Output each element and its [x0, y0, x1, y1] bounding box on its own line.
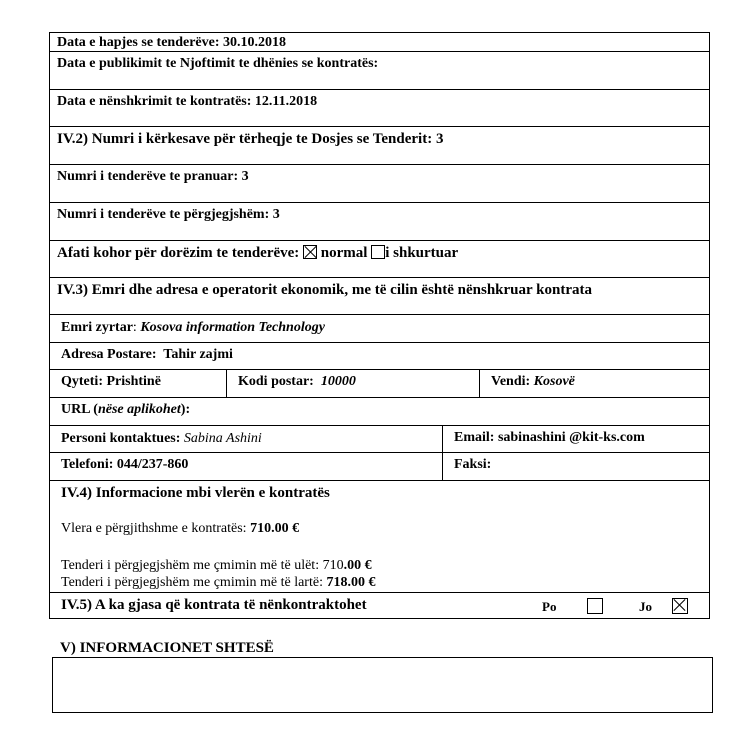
signing-date-row: [50, 89, 709, 126]
postal-code-cell: [226, 370, 479, 397]
postal-code-value: 10000: [320, 374, 356, 389]
operator-heading: IV.3) Emri dhe adresa e operatorit ekonomik, me të cilin është nënshkruar kontrata: [57, 282, 592, 298]
subcontract-yes-checkbox[interactable]: [587, 598, 603, 614]
total-value: [61, 521, 299, 537]
contract-value-section: [50, 480, 709, 592]
postal-address-label: Adresa Postare:: [61, 347, 157, 362]
official-name-label: Emri zyrtar: [61, 320, 133, 335]
deadline-normal-label: normal: [320, 245, 368, 261]
fax: Faksi:: [454, 457, 492, 472]
city-cell: [50, 370, 226, 397]
publication-date: Data e publikimit te Njoftimit te dhënies se kontratës:: [57, 56, 379, 71]
contact-person-cell: [50, 426, 442, 452]
signing-date: Data e nënshkrimit te kontratës: 12.11.2018: [57, 94, 318, 109]
responsive-tenders-row: [50, 202, 709, 240]
deadline-short-checkbox[interactable]: [371, 245, 385, 259]
city: Qyteti: Prishtinë: [61, 374, 161, 389]
deadline-label: Afati kohor për dorëzim te tenderëve:: [57, 245, 300, 261]
received-tenders-row: [50, 164, 709, 202]
highest-price-amount: 718.00 €: [326, 575, 376, 590]
operator-heading-row: [50, 277, 709, 314]
opening-date-row: [50, 33, 709, 51]
country-value: Kosovë: [533, 374, 575, 389]
lowest-price-amount: .00 €: [343, 558, 372, 573]
contact-person-label: Personi kontaktues:: [61, 431, 181, 446]
additional-info-heading: V) INFORMACIONET SHTESË: [60, 640, 274, 656]
total-value-label: Vlera e përgjithshme e kontratës:: [61, 521, 247, 536]
subcontract-no-checkbox[interactable]: [672, 598, 688, 614]
fax-cell: [442, 453, 709, 480]
opening-date: Data e hapjes se tenderëve: 30.10.2018: [57, 35, 287, 50]
deadline-short-label: i shkurtuar: [385, 245, 459, 261]
contract-value-heading: IV.4) Informacione mbi vlerën e kontratës: [61, 485, 330, 501]
publication-date-row: [50, 51, 709, 89]
postal-code: [238, 374, 356, 390]
highest-price: [61, 575, 375, 591]
deadline-row: [50, 240, 709, 277]
official-name: Emri zyrtar: Kosova information Technology: [61, 320, 325, 335]
contact-person: [61, 431, 262, 447]
phone-row: [50, 452, 709, 480]
responsive-tenders: Numri i tenderëve te përgjegjshëm: 3: [57, 207, 280, 222]
country-label: Vendi:: [491, 374, 531, 389]
contact-row: [50, 425, 709, 452]
contract-notice-form: [49, 32, 710, 619]
url-suffix: ):: [180, 402, 191, 417]
country-cell: [479, 370, 709, 397]
subcontract-question: IV.5) A ka gjasa që kontrata të nënkontraktohet: [61, 597, 367, 613]
deadline-text: [57, 245, 458, 261]
subcontract-no-label: Jo: [639, 599, 652, 614]
url-hint: nëse aplikohet: [97, 402, 181, 417]
withdrawal-requests: IV.2) Numri i kërkesave për tërheqje te Dosjes se Tenderit: 3: [57, 131, 444, 147]
postal-code-label: Kodi postar:: [238, 374, 314, 389]
email-cell: [442, 426, 709, 452]
subcontract-row: [50, 592, 709, 618]
subcontract-yes-label: Po: [542, 599, 557, 614]
postal-address-value: Tahir zajmi: [163, 347, 233, 362]
withdrawal-requests-row: [50, 126, 709, 164]
postal-address: [61, 347, 233, 363]
url: [61, 402, 190, 418]
phone-cell: [50, 453, 442, 480]
official-name-row: [50, 314, 709, 342]
deadline-normal-checkbox[interactable]: [303, 245, 317, 259]
postal-address-row: [50, 342, 709, 369]
lowest-price: [61, 558, 372, 574]
highest-price-label: Tenderi i përgjegjshëm me çmimin më të lartë:: [61, 575, 323, 590]
lowest-price-label: Tenderi i përgjegjshëm me çmimin më të ulët: 710: [61, 558, 344, 573]
received-tenders: Numri i tenderëve te pranuar: 3: [57, 169, 249, 184]
city-row: [50, 369, 709, 397]
official-name-value: Kosova information Technology: [140, 320, 325, 335]
country: [491, 374, 575, 390]
email: Email: sabinashini @kit-ks.com: [454, 430, 645, 445]
contact-person-value: Sabina Ashini: [183, 431, 262, 446]
url-label: URL (: [61, 402, 98, 417]
total-value-amount: 710.00 €: [250, 521, 300, 536]
phone: Telefoni: 044/237-860: [61, 457, 189, 472]
url-row: [50, 397, 709, 425]
additional-info-box[interactable]: [52, 657, 713, 713]
